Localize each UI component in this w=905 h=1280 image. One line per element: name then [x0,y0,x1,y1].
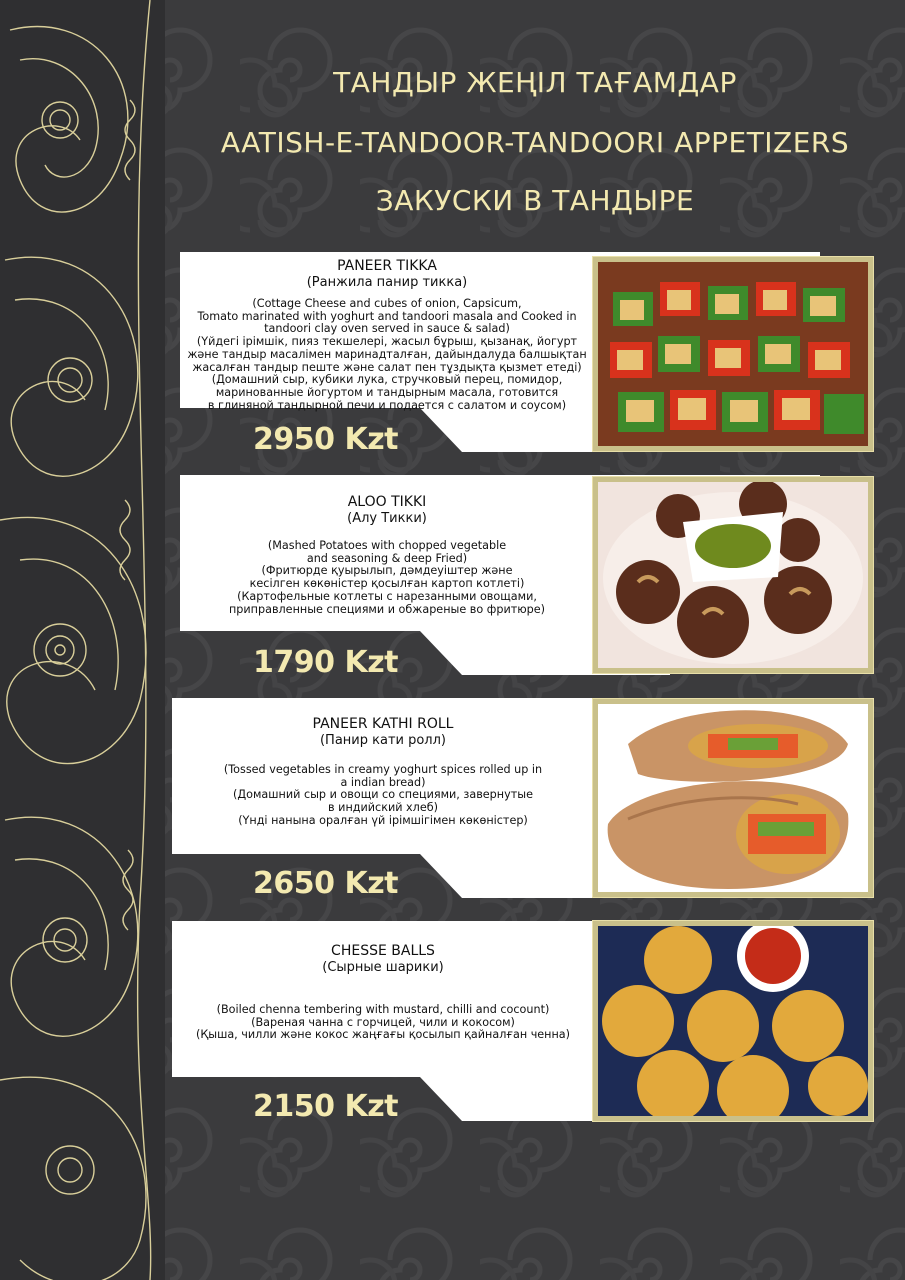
title-russian: ЗАКУСКИ В ТАНДЫРЕ [375,184,695,217]
dish-price: 2150 Kzt [253,1089,398,1124]
dish-name: PANEER KATHI ROLL [312,716,454,732]
dish-price: 2650 Kzt [253,866,398,901]
dish-name: ALOO TIKKI [347,494,427,510]
dish-name: CHESSE BALLS [331,943,435,959]
dish-description: (Tossed vegetables in creamy yoghurt spices rolled up in a indian bread) (Домашний сыр и овощи со специями, завернутые в индийский хлеб) (Үнді нанына оралған үй ірімшігімен көкөністер) [223,763,543,827]
title-english: AATISH-E-TANDOOR-TANDOORI APPETIZERS [220,126,850,159]
dish-name-russian: (Ранжила панир тикка) [306,275,468,290]
dish-name-russian: (Сырные шарики) [322,960,444,975]
paisley-ornament [0,0,165,1280]
dish-name: PANEER TIKKA [337,258,437,274]
dish-title [180,258,594,291]
dish-description: (Cottage Cheese and cubes of onion, Capsicum, Tomato marinated with yoghurt and tandoori masala and Cooked in tandoori clay oven served in sauce & salad) (Үйдегі ірімшік, пияз текшелері, жасыл бұрыш, қызанақ, йогурт және тандыр масалімен маринадталған, дайындалуда балшықтан жасалған тандыр пеште және салат пен тұздықта қызмет етеді) (Домашний сыр, кубики лука, стручковый перец, помидор, маринованные йогуртом и тандырным масала, готовится в глиняной тандырной печи и подается с салатом и соусом) [187,297,587,412]
dish-price: 1790 Kzt [253,645,398,680]
dish-title [180,494,594,527]
paneer-tikka-photo [592,256,874,452]
title-kazakh: ТАНДЫР ЖЕҢІЛ ТАҒАМДАР [333,66,737,99]
aloo-tikki-photo [592,476,874,674]
dish-description: (Boiled chenna tembering with mustard, chilli and cocount) (Вареная чанна с горчицей, чили и кокосом) (Қыша, чилли және кокос жаңғағы қосылып қайналған ченна) [195,1003,571,1042]
kathi-roll-photo [592,698,874,898]
dish-price: 2950 Kzt [253,422,398,457]
dish-description: (Mashed Potatoes with chopped vegetable and seasoning & deep Fried) (Фритюрде қуырылып, дәмдеуіштер және кесілген көкөністер қосылған картоп котлеті) (Картофельные котлеты с нарезанными овощами, приправленные специями и обжареные во фритюре) [228,539,545,616]
dish-title [172,716,594,749]
dish-title [172,943,594,976]
dish-name-russian: (Алу Тикки) [347,511,427,526]
dish-name-russian: (Панир кати ролл) [319,733,446,748]
cheese-balls-photo [592,920,874,1122]
